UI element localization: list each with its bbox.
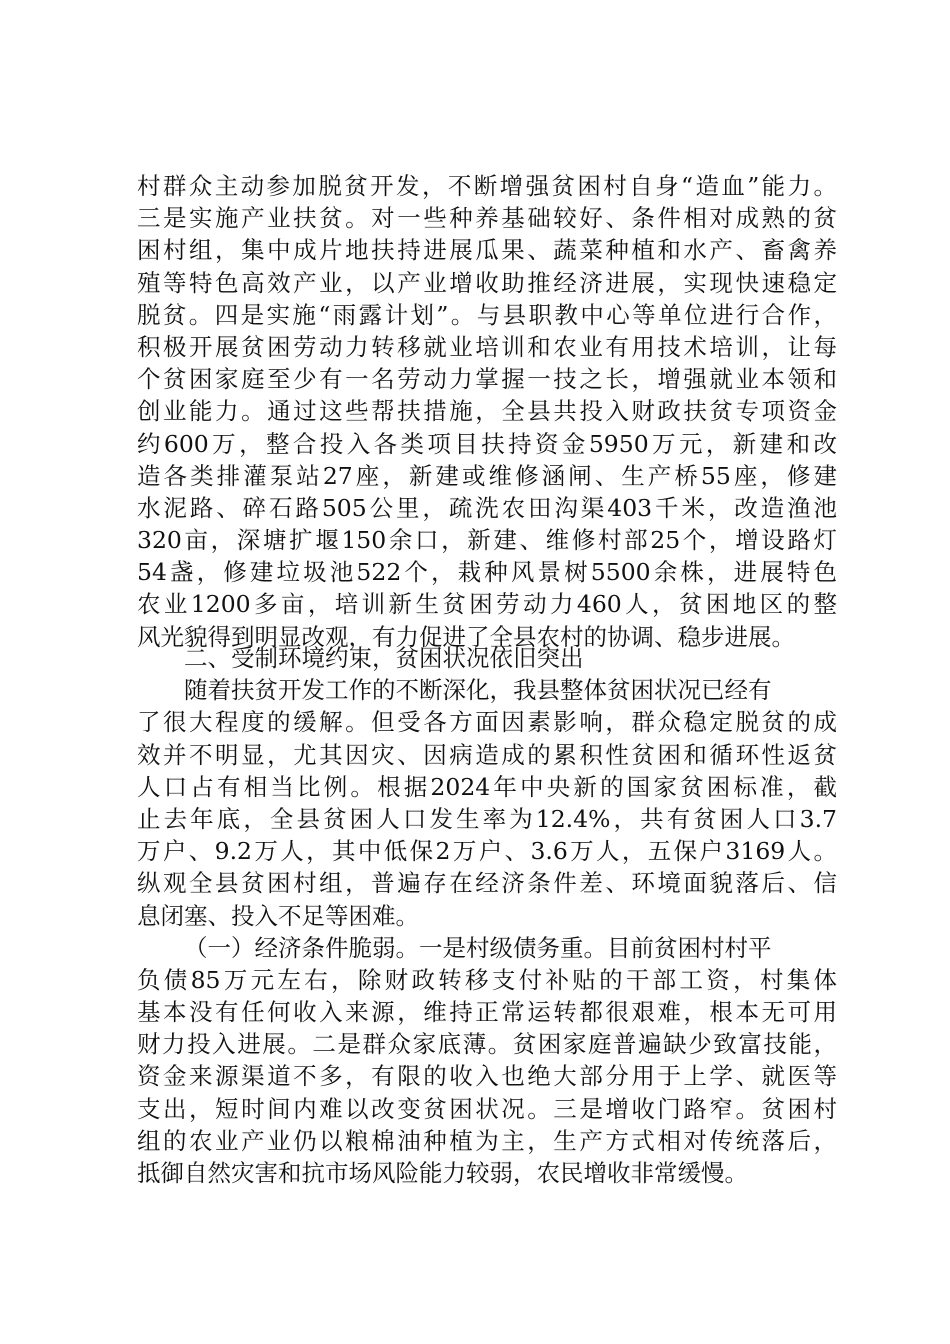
text-line: 财力投入进展。二是群众家底薄。贫困家庭普遍缺少致富技能， [137,1030,837,1059]
section-1-paragraph [137,170,837,653]
text-line: 人口占有相当比例。根据2024年中央新的国家贫困标准，截 [137,772,837,801]
section-2 [137,642,837,1189]
text-line: 脱贫。四是实施“雨露计划”。与县职教中心等单位进行合作， [137,300,837,329]
text-line: 资金来源渠道不多，有限的收入也绝大部分用于上学、就医等 [137,1062,837,1091]
text-line: 创业能力。通过这些帮扶措施，全县共投入财政扶贫专项资金 [137,397,837,426]
text-line: 止去年底，全县贫困人口发生率为12.4%，共有贫困人口3.7 [137,804,837,833]
text-line: 困村组，集中成片地扶持进展瓜果、蔬菜种植和水产、畜禽养 [137,236,837,265]
text-line: 基本没有任何收入来源，维持正常运转都很艰难，根本无可用 [137,998,837,1027]
text-line: 村群众主动参加脱贫开发，不断增强贫困村自身“造血”能力。 [137,172,837,200]
text-line: 造各类排灌泵站27座，新建或维修涵闸、生产桥55座，修建 [137,461,837,490]
text-line: 支出，短时间内难以改变贫困状况。三是增收门路窄。贫困村 [137,1094,837,1123]
text-line: 积极开展贫困劳动力转移就业培训和农业有用技术培训，让每 [137,332,837,361]
section-heading: 二、受制环境约束，贫困状况依旧突出 [184,644,584,672]
text-line: 三是实施产业扶贫。对一些种养基础较好、条件相对成熟的贫 [137,204,837,233]
text-line: 随着扶贫开发工作的不断深化，我县整体贫困状况已经有 [184,676,772,705]
text-line: 个贫困家庭至少有一名劳动力掌握一技之长，增强就业本领和 [137,365,837,394]
text-line: 农业1200多亩，培训新生贫困劳动力460人，贫困地区的整 [137,590,837,619]
text-line: 殖等特色高效产业，以产业增收助推经济进展，实现快速稳定 [137,268,837,297]
text-line: （一）经济条件脆弱。一是村级债务重。目前贫困村村平 [184,933,772,962]
text-line: 息闭塞、投入不足等困难。 [137,901,419,930]
text-line: 了很大程度的缓解。但受各方面因素影响，群众稳定脱贫的成 [137,708,837,737]
text-line: 效并不明显，尤其因灾、因病造成的累积性贫困和循环性返贫 [137,740,837,769]
text-line: 抵御自然灾害和抗市场风险能力较弱，农民增收非常缓慢。 [137,1159,748,1187]
text-line: 风光貌得到明显改观，有力促进了全县农村的协调、稳步进展。 [137,622,795,651]
text-line: 水泥路、碎石路505公里，疏洗农田沟渠403千米，改造渔池 [137,493,837,522]
text-line: 320亩，深塘扩堰150余口，新建、维修村部25个，增设路灯 [137,526,837,555]
text-line: 54盏，修建垃圾池522个，栽种风景树5500余株，进展特色 [137,558,837,587]
text-line: 负债85万元左右，除财政转移支付补贴的干部工资，村集体 [137,965,837,994]
text-line: 组的农业产业仍以粮棉油种植为主，生产方式相对传统落后， [137,1126,837,1155]
text-line: 纵观全县贫困村组，普遍存在经济条件差、环境面貌落后、信 [137,869,837,898]
text-line: 约600万，整合投入各类项目扶持资金5950万元，新建和改 [137,429,837,458]
text-line: 万户、9.2万人，其中低保2万户、3.6万人，五保户3169人。 [137,837,837,866]
